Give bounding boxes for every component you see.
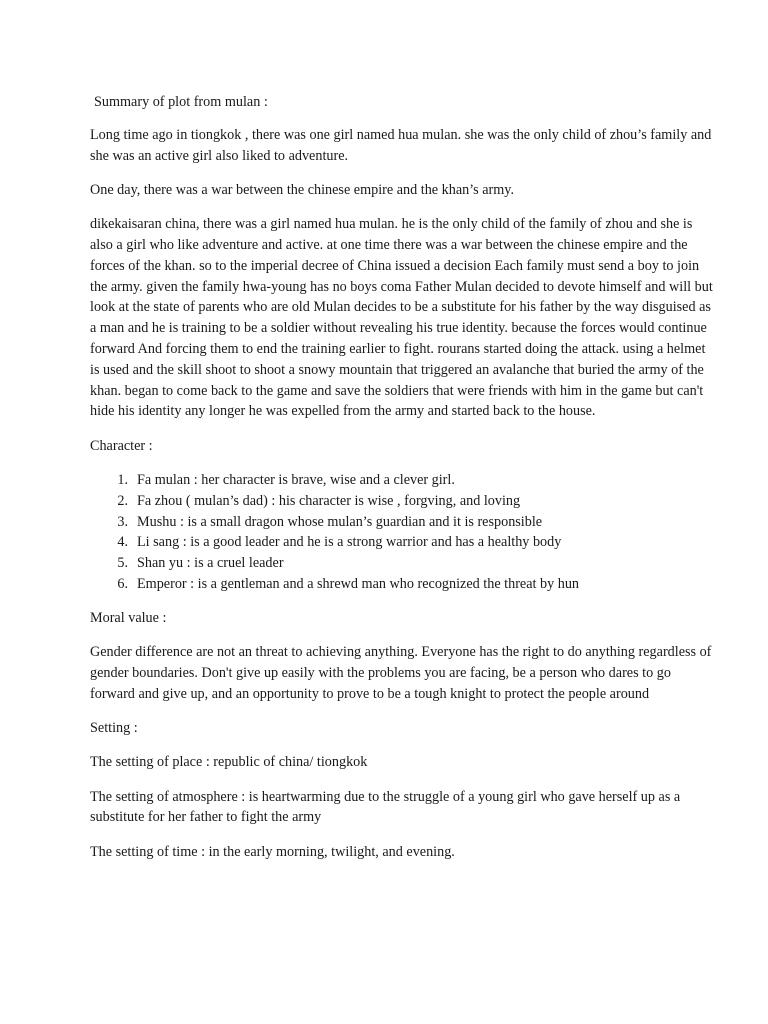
setting-heading: Setting : bbox=[90, 719, 138, 736]
setting-place: The setting of place : republic of china/ tiongkok bbox=[90, 754, 368, 771]
list-item-text: Li sang : is a good leader and he is a strong warrior and has a healthy body bbox=[137, 534, 562, 551]
list-item-text: Fa mulan : her character is brave, wise and a clever girl. bbox=[137, 471, 455, 488]
setting-atmosphere: The setting of atmosphere : is heartwarming due to the struggle of a young girl who gave herself up as a substitute for her father to fight the army bbox=[90, 788, 681, 826]
list-item bbox=[90, 491, 718, 512]
list-item-number: 5. bbox=[117, 555, 128, 572]
list-item-text: Fa zhou ( mulan’s dad) : his character is wise , forgving, and loving bbox=[137, 492, 521, 509]
list-item-number: 3. bbox=[117, 513, 128, 530]
list-item-text: Shan yu : is a cruel leader bbox=[137, 555, 284, 572]
list-item bbox=[90, 574, 718, 595]
list-item-text: Mushu : is a small dragon whose mulan’s guardian and it is responsible bbox=[137, 513, 543, 530]
moral-paragraph: Gender difference are not an threat to achieving anything. Everyone has the right to do anything regardless of gender boundaries. Don't give up easily with the problems you are facing, be a person who dares to go forward and give up, and an opportunity to prove to be a tough knight to protect the people around bbox=[90, 644, 712, 702]
setting-time: The setting of time : in the early morning, twilight, and evening. bbox=[90, 843, 455, 860]
list-item-number: 1. bbox=[117, 471, 128, 488]
list-item bbox=[90, 532, 718, 553]
list-item-number: 2. bbox=[117, 492, 128, 509]
list-item-number: 6. bbox=[117, 575, 128, 592]
story-paragraph: dikekaisaran china, there was a girl named hua mulan. he is the only child of the family of zhou and she is also a girl who like adventure and active. at one time there was a war between the chinese empire and the forces of the khan. so to the imperial decree of China issued a decision Each family must send a boy to join the army. given the family hwa-young has no boys coma Father Mulan decided to devote himself and will but look at the state of parents who are old Mulan decides to be a substitute for his father by the way disguised as a man and he is training to be a soldier without revealing his true identity. because the forces would continue forward And forcing them to end the training earlier to fight. rourans started doing the attack. using a helmet is used and the skill shoot to shoot a snowy mountain that triggered an avalanche that buried the army of the khan. began to come back to the game and save the soldiers that were friends with him in the game but can't hide his identity any longer he was expelled from the army and started back to the house. bbox=[90, 216, 713, 420]
list-item bbox=[90, 553, 718, 574]
character-list bbox=[90, 470, 718, 595]
document-page bbox=[90, 92, 718, 876]
moral-heading: Moral value : bbox=[90, 609, 167, 626]
list-item-text: Emperor : is a gentleman and a shrewd man who recognized the threat by hun bbox=[137, 575, 580, 592]
intro-paragraph: Long time ago in tiongkok , there was one girl named hua mulan. she was the only child of zhou’s family and she was an active girl also liked to adventure. bbox=[90, 126, 712, 164]
list-item bbox=[90, 512, 718, 533]
list-item bbox=[90, 470, 718, 491]
list-item-number: 4. bbox=[117, 534, 128, 551]
character-heading: Character : bbox=[90, 437, 153, 454]
war-paragraph: One day, there was a war between the chinese empire and the khan’s army. bbox=[90, 181, 515, 198]
document-title: Summary of plot from mulan : bbox=[94, 94, 268, 110]
